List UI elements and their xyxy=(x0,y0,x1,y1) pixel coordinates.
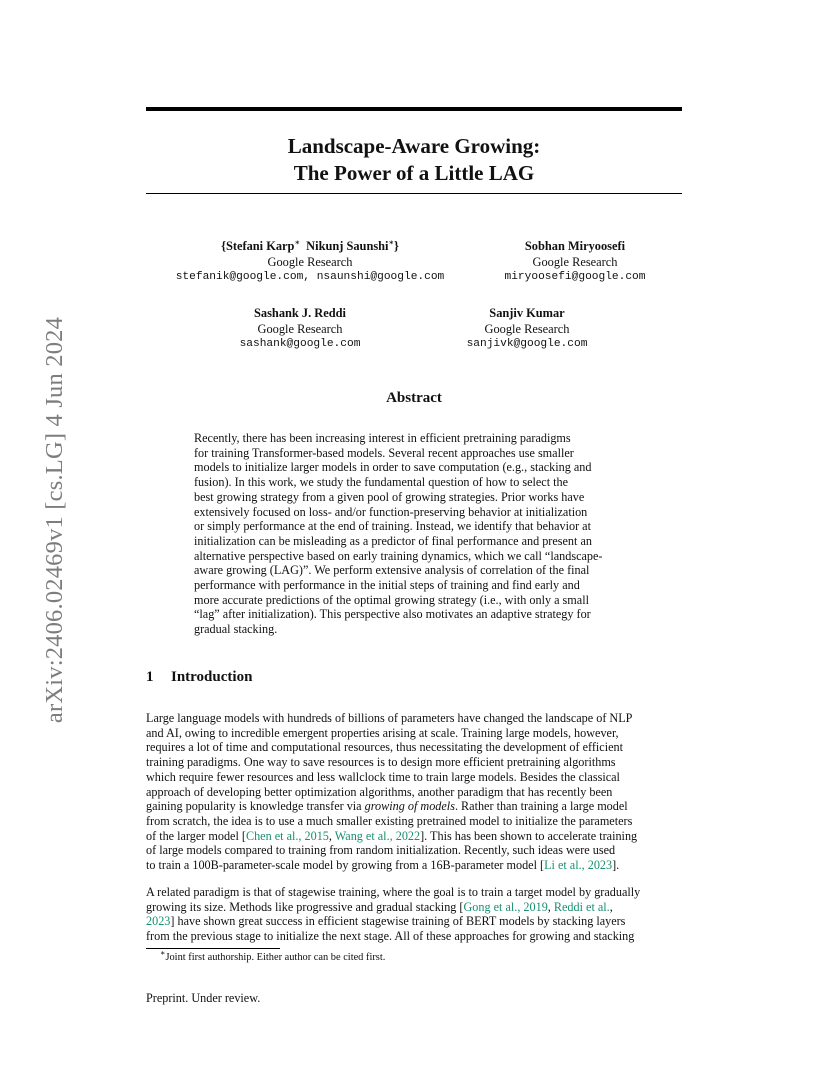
body-line: of large models compared to training from random initialization. Recently, such ideas were used xyxy=(146,843,616,858)
body-line: gaining popularity is knowledge transfer via growing of models. Rather than training a large model xyxy=(146,799,628,814)
body-line: of the larger model [Chen et al., 2015, Wang et al., 2022]. This has been shown to accelerate training xyxy=(146,828,638,843)
author-name: Sobhan Miryoosefi xyxy=(524,239,626,253)
author-email: sashank@google.com xyxy=(239,338,361,350)
author-email: miryoosefi@google.com xyxy=(504,271,646,283)
citation-link-chen-2015[interactable]: Chen et al., 2015 xyxy=(245,828,329,843)
abstract-line: “lag” after initialization). This perspective also motivates an adaptive strategy for xyxy=(194,607,591,622)
body-line: requires a lot of time and computational resources, thus necessitating the development of efficient xyxy=(146,740,623,755)
abstract-line: initialization can be misleading as a predictor of final performance and present an xyxy=(194,533,592,548)
abstract-line: for training Transformer-based models. Several recent approaches use smaller xyxy=(194,445,574,460)
section-title: Introduction xyxy=(171,669,253,685)
arxiv-id: arXiv:2406.02469v1 [cs.LG] 4 Jun 2024 xyxy=(41,316,68,724)
author-block-karp-saunshi xyxy=(160,239,460,286)
body-line: approach of developing better optimization algorithms, another paradigm that has recently been xyxy=(146,784,613,799)
abstract-line: extensively focused on loss- and/or function-preserving behavior at initialization xyxy=(194,504,588,519)
citation-link-wang-2022[interactable]: Wang et al., 2022 xyxy=(334,828,421,843)
author-names: {Stefani Karp∗ Nikunj Saunshi∗} xyxy=(221,237,399,253)
abstract-line: performance with performance in the initial steps of training and find early and xyxy=(194,578,580,592)
section-number: 1 xyxy=(146,669,154,685)
author-affiliation: Google Research xyxy=(532,254,618,269)
abstract-heading: Abstract xyxy=(386,390,442,406)
author-block-miryoosefi xyxy=(495,239,655,286)
body-line: from scratch, the idea is to use a much smaller existing pretrained model to initialize the parameters xyxy=(146,813,633,828)
author-block-kumar xyxy=(452,306,602,353)
author-affiliation: Google Research xyxy=(257,321,343,336)
citation-link-reddi-2023-year[interactable]: 2023 xyxy=(146,914,171,929)
author-block-reddi xyxy=(225,306,375,353)
abstract-line: Recently, there has been increasing interest in efficient pretraining paradigms xyxy=(194,431,571,445)
footnote-rule xyxy=(146,948,280,949)
footnote-joint-authorship: ∗Joint first authorship. Either author can be cited first. xyxy=(160,948,386,963)
section-heading-introduction xyxy=(146,669,252,686)
body-line: to train a 100B-parameter-scale model by growing from a 16B-parameter model [Li et al., 2023]. xyxy=(146,858,620,872)
author-name: Sashank J. Reddi xyxy=(254,306,346,320)
paper-title-line1: Landscape-Aware Growing: xyxy=(287,134,541,158)
abstract-line: models to initialize larger models in order to save computation (e.g., stacking and xyxy=(194,460,592,475)
abstract-line: aware growing (LAG)”. We perform extensive analysis of correlation of the final xyxy=(194,563,590,578)
body-line: from the previous stage to initialize the next stage. All of these approaches for growing and stacking xyxy=(146,929,635,944)
body-line: training paradigms. One way to save resources is to design more efficient pretraining algorithms xyxy=(146,755,616,770)
body-line: and AI, owing to incredible emergent properties arising at scale. Training large models, however, xyxy=(146,725,619,740)
author-emails: stefanik@google.com, nsaunshi@google.com xyxy=(175,271,445,283)
title-bottom-rule xyxy=(146,193,682,194)
abstract-line: best growing strategy from a given pool of growing strategies. Prior works have xyxy=(194,489,585,504)
author-email: sanjivk@google.com xyxy=(466,338,588,350)
emphasis-growing-of-models: growing of models xyxy=(364,799,455,814)
preprint-notice: Preprint. Under review. xyxy=(146,991,261,1005)
body-line: growing its size. Methods like progressive and gradual stacking [Gong et al., 2019, Reddi et al., xyxy=(146,899,613,914)
abstract-line: or simply performance at the end of training. Instead, we identify that behavior at xyxy=(194,519,591,534)
citation-link-li-2023[interactable]: Li et al., 2023 xyxy=(544,858,613,872)
author-name: Sanjiv Kumar xyxy=(489,306,565,320)
abstract-line: alternative perspective based on early training dynamics, which we call “landscape- xyxy=(194,548,603,563)
body-line: 2023] have shown great success in efficient stagewise training of BERT models by stacking layers xyxy=(146,914,626,929)
paper-title-line2: The Power of a Little LAG xyxy=(293,161,535,185)
body-line: A related paradigm is that of stagewise training, where the goal is to train a target model by gradually xyxy=(146,885,641,899)
author-affiliation: Google Research xyxy=(484,321,570,336)
title-top-rule xyxy=(146,107,682,111)
abstract-line: more accurate predictions of the optimal growing strategy (i.e., with only a small xyxy=(194,592,589,607)
body-line: Large language models with hundreds of billions of parameters have changed the landscape of NLP xyxy=(146,711,633,725)
citation-link-reddi-2023[interactable]: Reddi et al. xyxy=(553,899,610,914)
abstract-line: fusion). In this work, we study the fundamental question of how to select the xyxy=(194,475,569,490)
citation-link-gong-2019[interactable]: Gong et al., 2019 xyxy=(463,899,548,914)
body-line: which require fewer resources and less wallclock time to train large models. Besides the classical xyxy=(146,769,620,784)
author-affiliation: Google Research xyxy=(267,254,353,269)
abstract-line: gradual stacking. xyxy=(194,622,278,637)
